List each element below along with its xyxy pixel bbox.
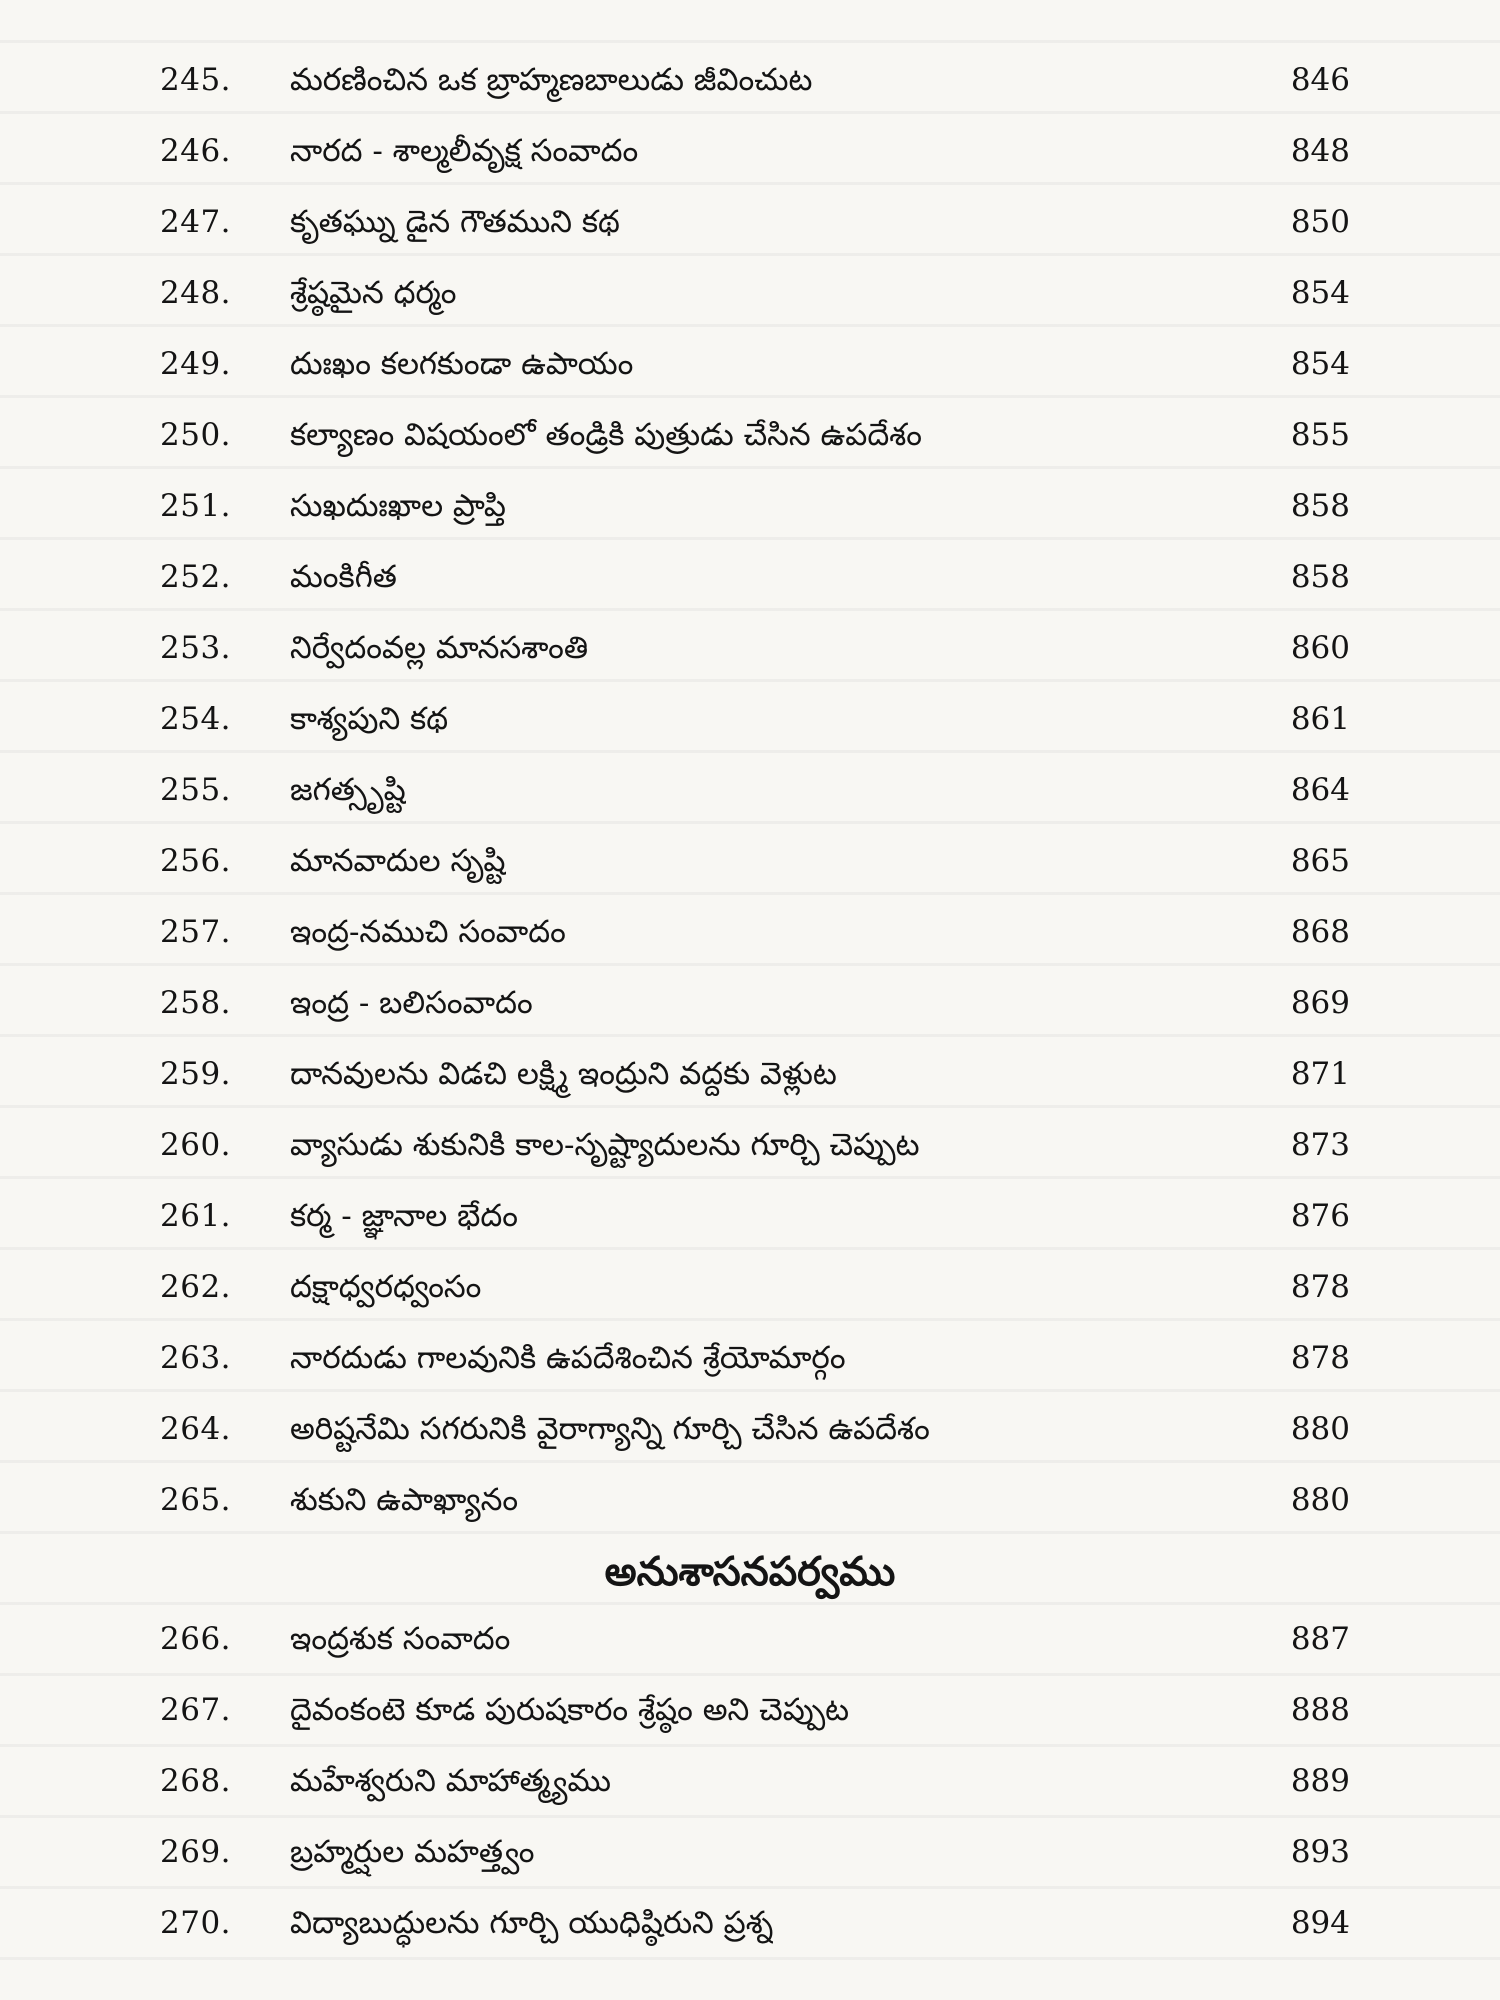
entry-title: శ్రేష్ఠమైన ధర్మం [290,275,457,311]
entry-title: కాశ్యపుని కథ [290,701,449,737]
entry-page: 873 [1290,1127,1350,1163]
toc-entry [0,762,1500,818]
toc-entry [0,1046,1500,1102]
toc-entry [0,1259,1500,1315]
entry-title: దైవంకంటె కూడ పురుషకారం శ్రేష్ఠం అని చెప్పుట [290,1692,850,1728]
entry-number: 257. [160,914,232,950]
entry-number: 268. [160,1763,232,1799]
section-heading: అనుశాసనపర్వము [604,1548,896,1595]
entry-page: 864 [1290,772,1350,808]
entry-title: వ్యాసుడు శుకునికి కాల-సృష్ట్యాదులను గూర్చి చెప్పుట [290,1127,920,1163]
entry-number: 260. [160,1127,232,1163]
entry-number: 250. [160,417,232,453]
entry-title: మరణించిన ఒక బ్రాహ్మణబాలుడు జీవించుట [290,62,813,98]
toc-entry [0,1824,1500,1880]
entry-page: 889 [1290,1763,1350,1799]
toc-entry [0,1401,1500,1457]
entry-page: 869 [1290,985,1350,1021]
entry-title: ఇంద్ర-నముచి సంవాదం [290,914,566,950]
entry-page: 868 [1290,914,1350,950]
entry-title: దానవులను విడచి లక్ష్మి ఇంద్రుని వద్దకు వెళ్లుట [290,1056,837,1092]
entry-title: సుఖదుఃఖాల ప్రాప్తి [290,488,506,524]
entry-number: 270. [160,1905,232,1941]
entry-page: 893 [1290,1834,1350,1870]
entry-number: 252. [160,559,232,595]
toc-entry [0,1188,1500,1244]
toc-entry [0,1682,1500,1738]
toc-entry [0,52,1500,108]
entry-page: 861 [1290,701,1350,737]
toc-entry [0,1753,1500,1809]
entry-title: ఇంద్రశుక సంవాదం [290,1621,511,1657]
entry-page: 850 [1290,204,1350,240]
toc-entry [0,975,1500,1031]
toc-entry [0,1895,1500,1951]
entry-page: 888 [1290,1692,1350,1728]
entry-title: మానవాదుల సృష్టి [290,843,506,879]
entry-title: అరిష్టనేమి సగరునికి వైరాగ్యాన్ని గూర్చి చేసిన ఉపదేశం [290,1411,930,1447]
entry-number: 262. [160,1269,232,1305]
entry-page: 887 [1290,1621,1350,1657]
entry-page: 894 [1290,1905,1350,1941]
entry-number: 248. [160,275,232,311]
entry-page: 858 [1290,559,1350,595]
entry-title: ఇంద్ర - బలిసంవాదం [290,985,533,1021]
entry-number: 256. [160,843,232,879]
entry-title: బ్రహ్మర్షుల మహత్త్వం [290,1834,535,1870]
toc-entry [0,833,1500,889]
entry-number: 251. [160,488,232,524]
entry-title: నారద - శాల్మలీవృక్ష సంవాదం [290,133,639,169]
toc-entry [0,1472,1500,1528]
entry-number: 247. [160,204,232,240]
toc-entry [0,265,1500,321]
entry-page: 880 [1290,1411,1350,1447]
entry-title: మంకిగీత [290,559,397,595]
entry-number: 267. [160,1692,232,1728]
entry-number: 261. [160,1198,232,1234]
entry-page: 878 [1290,1269,1350,1305]
toc-entry [0,336,1500,392]
entry-page: 846 [1290,62,1350,98]
toc-entry [0,123,1500,179]
entry-number: 249. [160,346,232,382]
toc-entry [0,549,1500,605]
entry-number: 264. [160,1411,232,1447]
toc-entry [0,1330,1500,1386]
entry-number: 266. [160,1621,232,1657]
entry-page: 860 [1290,630,1350,666]
entry-number: 253. [160,630,232,666]
entry-title: దుఃఖం కలగకుండా ఉపాయం [290,346,634,382]
entry-number: 259. [160,1056,232,1092]
entry-title: కృతఘ్ను డైన గౌతముని కథ [290,204,620,240]
entry-number: 265. [160,1482,232,1518]
entry-title: జగత్సృష్టి [290,772,406,808]
entry-number: 245. [160,62,232,98]
toc-entry [0,478,1500,534]
entry-page: 865 [1290,843,1350,879]
toc-entry [0,194,1500,250]
entry-title: నారదుడు గాలవునికి ఉపదేశించిన శ్రేయోమార్గం [290,1340,846,1376]
entry-title: కల్యాణం విషయంలో తండ్రికి పుత్రుడు చేసిన ఉపదేశం [290,417,922,453]
entry-page: 854 [1290,275,1350,311]
entry-page: 878 [1290,1340,1350,1376]
toc-entry [0,620,1500,676]
entry-page: 871 [1290,1056,1350,1092]
entry-number: 246. [160,133,232,169]
entry-page: 858 [1290,488,1350,524]
entry-page: 876 [1290,1198,1350,1234]
toc-entry [0,1611,1500,1667]
toc-entry [0,691,1500,747]
entry-page: 854 [1290,346,1350,382]
entry-number: 263. [160,1340,232,1376]
toc-entry [0,904,1500,960]
entry-page: 855 [1290,417,1350,453]
entry-number: 269. [160,1834,232,1870]
toc-entry [0,1117,1500,1173]
entry-title: విద్యాబుద్ధులను గూర్చి యుధిష్ఠిరుని ప్రశ్న [290,1905,774,1941]
entry-title: దక్షాధ్వరధ్వంసం [290,1269,482,1305]
entry-number: 255. [160,772,232,808]
toc-entry [0,407,1500,463]
entry-page: 880 [1290,1482,1350,1518]
entry-title: కర్మ - జ్ఞానాల భేదం [290,1198,518,1234]
entry-page: 848 [1290,133,1350,169]
entry-number: 258. [160,985,232,1021]
entry-title: శుకుని ఉపాఖ్యానం [290,1482,519,1518]
entry-title: మహేశ్వరుని మాహాత్మ్యము [290,1763,611,1799]
entry-title: నిర్వేదంవల్ల మానసశాంతి [290,630,589,666]
entry-number: 254. [160,701,232,737]
